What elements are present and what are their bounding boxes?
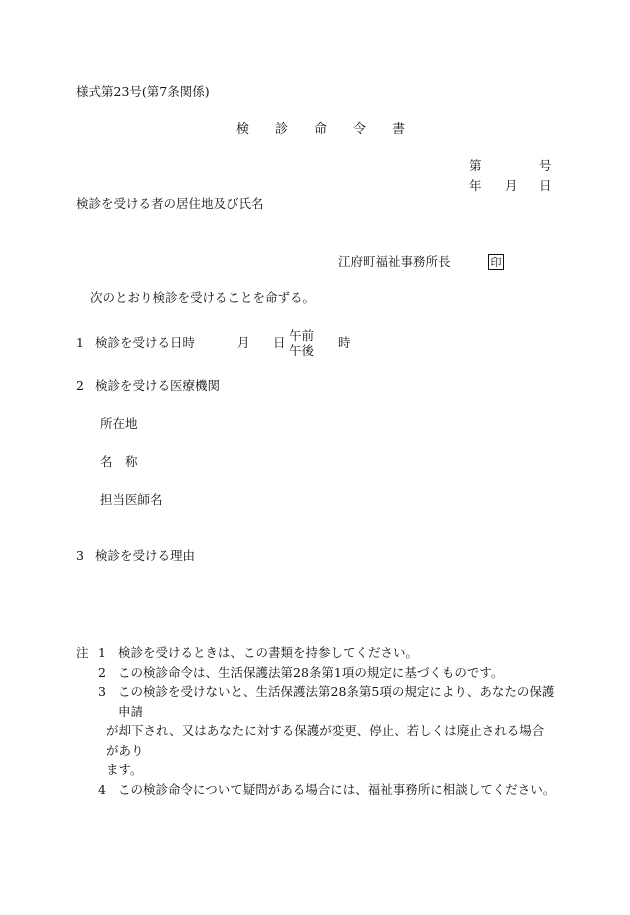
note-item — [76, 682, 556, 780]
note-number: 3 — [98, 684, 106, 699]
notes-prefix: 注 — [76, 645, 89, 660]
doctor-name-label: 担当医師名 — [100, 492, 163, 507]
note-number: 1 — [98, 645, 106, 660]
date-month-label: 月 — [505, 178, 518, 193]
ref-no-suffix: 号 — [539, 158, 552, 173]
item1-number: 1 — [76, 335, 84, 350]
item2-label: 検診を受ける医療機関 — [95, 378, 221, 393]
seal-label: 印 — [490, 255, 502, 269]
item3-label: 検診を受ける理由 — [95, 548, 196, 563]
item1-label: 検診を受ける日時 — [95, 335, 196, 350]
notes-section — [76, 643, 556, 799]
note-item — [76, 663, 556, 683]
note-number: 4 — [98, 781, 106, 797]
note-text-continued: が却下され、又はあなたに対する保護が変更、停止、若しくは廃止される場合があり — [106, 723, 545, 758]
note-text: この検診命令は、生活保護法第28条第1項の規定に基づくものです。 — [118, 664, 504, 680]
pm-label: 午後 — [289, 343, 315, 358]
date-year-label: 年 — [469, 178, 482, 193]
addressee-label: 検診を受ける者の居住地及び氏名 — [76, 196, 264, 211]
document-title: 検 診 命 令 書 — [236, 122, 406, 137]
note-item — [76, 643, 556, 663]
note-text: 検診を受けるときは、この書類を持参してください。 — [118, 645, 419, 660]
item3-number: 3 — [76, 548, 84, 563]
note-text: この検診を受けないと、生活保護法第28条第5項の規定により、あなたの保護申請 — [118, 684, 555, 719]
ref-no-prefix: 第 — [469, 158, 482, 173]
form-number: 様式第23号(第7条関係) — [76, 84, 210, 99]
note-text: この検診命令について疑問がある場合には、福祉事務所に相談してください。 — [118, 781, 556, 797]
am-label: 午前 — [289, 328, 315, 343]
seal-box — [488, 254, 504, 270]
item2-number: 2 — [76, 378, 84, 393]
item1-hour: 時 — [338, 335, 351, 350]
issuer-name: 江府町福祉事務所長 — [338, 254, 451, 269]
note-item — [76, 780, 556, 800]
date-day-label: 日 — [539, 178, 552, 193]
note-number: 2 — [98, 664, 106, 680]
intro-text: 次のとおり検診を受けることを命ずる。 — [90, 290, 316, 305]
location-label: 所在地 — [100, 416, 138, 431]
item1-month: 月 — [237, 335, 250, 350]
am-pm-choice — [289, 328, 314, 358]
facility-name-label: 名 称 — [100, 454, 138, 469]
note-text-continued: ます。 — [106, 762, 143, 777]
item1-day: 日 — [273, 335, 286, 350]
